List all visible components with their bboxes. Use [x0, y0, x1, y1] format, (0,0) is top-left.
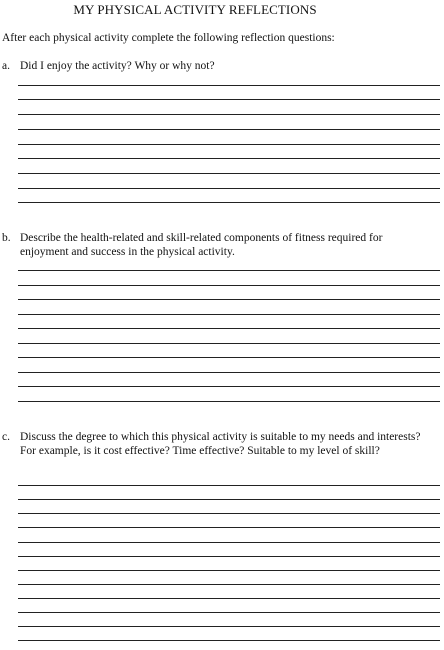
answer-line: [18, 144, 440, 145]
answer-line: [18, 513, 440, 514]
answer-line: [18, 357, 440, 358]
question-b: [2, 232, 432, 259]
answer-line: [18, 372, 440, 373]
question-c: [2, 431, 432, 458]
answer-line: [18, 285, 440, 286]
answer-line: [18, 570, 440, 571]
answer-line: [18, 612, 440, 613]
question-letter: b.: [2, 232, 11, 244]
answer-line: [18, 188, 440, 189]
answer-line: [18, 85, 440, 86]
question-letter: a.: [2, 60, 10, 72]
answer-line: [18, 114, 440, 115]
answer-line: [18, 314, 440, 315]
answer-lines-c[interactable]: [18, 485, 440, 645]
answer-line: [18, 401, 440, 402]
answer-line: [18, 485, 440, 486]
answer-line: [18, 499, 440, 500]
question-text: Describe the health-related and skill-related components of fitness required for enjoyment and success in the physical activity.: [20, 232, 383, 258]
answer-line: [18, 542, 440, 543]
answer-line: [18, 527, 440, 528]
question-a: [2, 60, 432, 74]
question-text: Did I enjoy the activity? Why or why not?: [20, 60, 215, 72]
answer-line: [18, 158, 440, 159]
answer-line: [18, 328, 440, 329]
answer-line: [18, 386, 440, 387]
answer-line: [18, 598, 440, 599]
answer-line: [18, 584, 440, 585]
answer-lines-a[interactable]: [18, 85, 440, 205]
instructions-text: After each physical activity complete the following reflection questions:: [2, 32, 335, 44]
answer-line: [18, 343, 440, 344]
answer-line: [18, 129, 440, 130]
answer-line: [18, 202, 440, 203]
answer-lines-b[interactable]: [18, 270, 440, 405]
page-title: MY PHYSICAL ACTIVITY REFLECTIONS: [73, 2, 317, 17]
question-text: Discuss the degree to which this physical activity is suitable to my needs and interests? For example, is it cost effective? Time effective? Suitable to my level of skill?: [20, 431, 421, 457]
answer-line: [18, 99, 440, 100]
answer-line: [18, 173, 440, 174]
question-letter: c.: [2, 431, 10, 443]
answer-line: [18, 640, 440, 641]
answer-line: [18, 270, 440, 271]
answer-line: [18, 626, 440, 627]
answer-line: [18, 556, 440, 557]
answer-line: [18, 299, 440, 300]
